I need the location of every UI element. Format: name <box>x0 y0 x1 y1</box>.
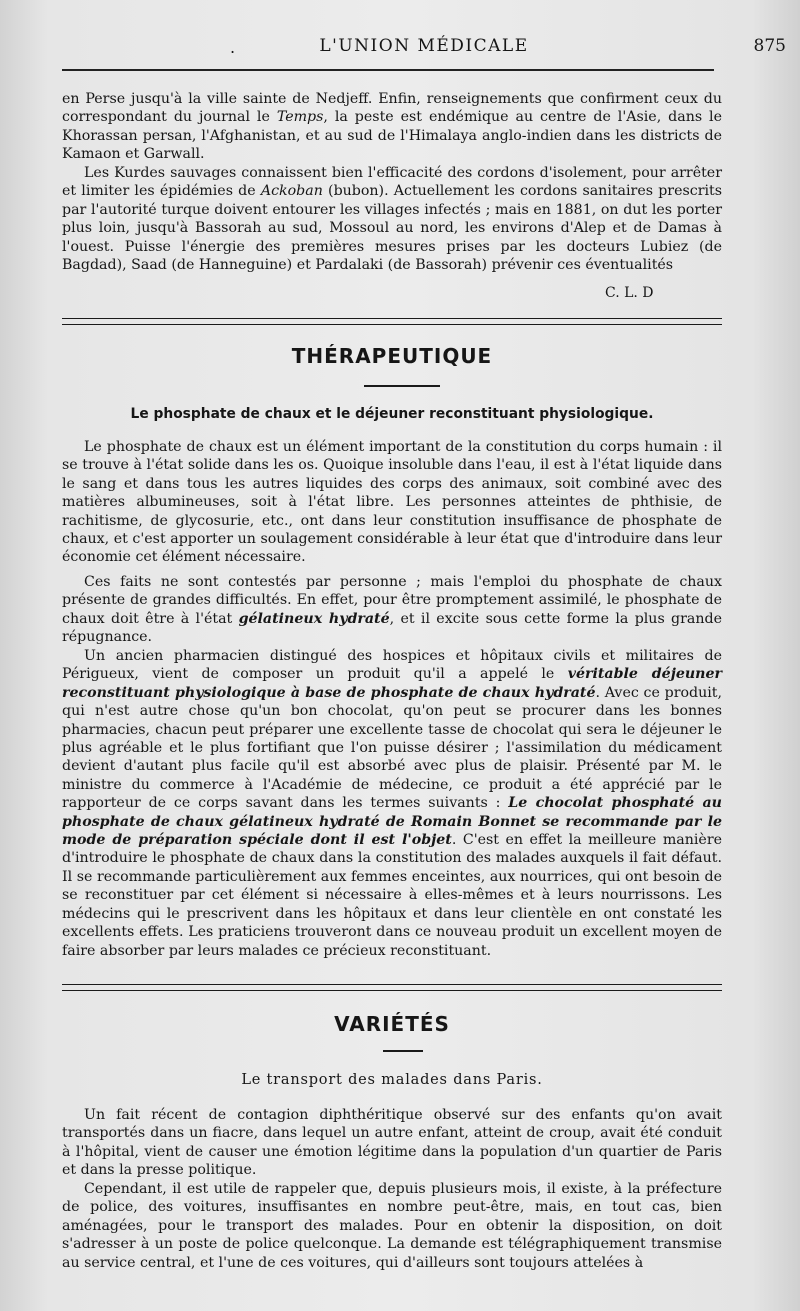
varietes-paragraph-1: Un fait récent de contagion diphthéritique observé sur des enfants qu'on avait transportés dans un fiacre, dans lequel un autre enfant, atteint de croup, avait été conduit à l'hôpital, vient de causer une émotion légitime dans la population d'un quartier de Paris et dans la presse politique. <box>62 1107 722 1179</box>
intro-p1-rest: , la peste est endémique au centre de l'Asie, dans le Khorassan persan, l'Afghanistan, et au sud de l'Himalaya anglo-indien dans les districts de Kamaon et Garwall. <box>62 109 722 163</box>
heading-underline-1 <box>364 385 440 387</box>
intro-paragraph-1 <box>62 90 722 164</box>
intro-p2-italic: Ackoban <box>260 183 323 200</box>
page-number: 875 <box>753 36 786 56</box>
intro-paragraph-2 <box>62 164 722 274</box>
therapeutique-p2-a: Ces faits ne sont contestés par personne ; mais l'emploi du phosphate de chaux présente de grandes difficultés. En effet, pour être promptement assimilé, le phosphate de chaux doit être à l'état <box>62 574 722 627</box>
intro-p1-text: en Perse jusqu'à la ville sainte de Nedjeff. Enfin, renseignements que confirment ceux du correspondant du journal le <box>62 91 722 126</box>
therapeutique-p3-a: Un ancien pharmacien distingué des hospices et hôpitaux civils et militaires de Périgueux, vient de composer un produit qu'il a appelé le <box>62 648 722 683</box>
header-rule <box>62 69 714 71</box>
header-dot: . <box>230 38 236 57</box>
therapeutique-p2-italic: gélatineux hydraté <box>238 610 390 627</box>
section-separator-2 <box>62 984 722 991</box>
intro-p2-rest: (bubon). Actuellement les cordons sanitaires prescrits par l'autorité turque doivent entourer les villages infectés ; mais en 1881, on dut les porter plus loin, jusqu'à Bassorah au sud, Mossoul au nord, les environs d'Alep et de Damas à l'ouest. Puisse l'énergie des premières mesures prises par les docteurs Lubiez (de Bagdad), Saad (de Hanneguine) et Pardalaki (de Bassorah) prévenir ces éventualités <box>62 183 722 274</box>
section-separator-1 <box>62 318 722 325</box>
signature: C. L. D <box>605 285 654 301</box>
varietes-paragraph-2: Cependant, il est utile de rappeler que, depuis plusieurs mois, il existe, à la préfecture de police, des voitures, insuffisantes en nombre peut-être, mais, en tout cas, bien aménagées, pour le transport des malades. Pour en obtenir la disposition, on doit s'adresser à un poste de police quelconque. La demande est télégraphiquement transmise au service central, et l'une de ces voitures, qui d'ailleurs sont toujours attelées à <box>62 1181 722 1271</box>
therapeutique-p3-italic-2: Le chocolat phosphaté au phosphate de chaux gélatineux hydraté de Romain Bonnet se recommande par le mode de préparation spéciale dont il est l'objet <box>62 795 722 849</box>
running-header <box>62 34 786 62</box>
section-heading-varietes: VARIÉTÉS <box>334 1012 450 1036</box>
heading-underline-2 <box>383 1050 423 1052</box>
therapeutique-paragraph-3 <box>62 647 722 960</box>
therapeutique-p3-b: . Avec ce produit, qui n'est autre chose qu'un bon chocolat, qu'on peut se procurer dans les bonnes pharmacies, chacun peut préparer une excellente tasse de chocolat qui sera le déjeuner le plus agréable et le plus fortifiant que l'on puisse désirer ; l'assimilation du médicament devient d'autant plus facile qu'il est absorbé avec plus de plaisir. Présenté par M. le ministre du commerce à l'Académie de médecine, ce produit a été apprécié par le rapporteur de ce corps savant dans les termes suivants : <box>62 684 722 812</box>
therapeutique-p3-italic-1: véritable déjeuner reconstituant physiologique à base de phosphate de chaux hydraté <box>62 666 722 701</box>
article-subtitle-phosphate: Le phosphate de chaux et le déjeuner reconstituant physiologique. <box>130 406 654 422</box>
intro-p2-text: Les Kurdes sauvages connaissent bien l'efficacité des cordons d'isolement, pour arrêter et limiter les épidémies de <box>62 165 722 200</box>
therapeutique-paragraph-1: Le phosphate de chaux est un élément important de la constitution du corps humain : il se trouve à l'état solide dans les os. Quoique insoluble dans l'eau, il est à l'état liquide dans le sang et dans tous les autres liquides des corps des animaux, soit combiné avec des matières albumineuses, soit à l'état libre. Les personnes atteintes de phthisie, de rachitisme, de glycosurie, etc., ont dans leur constitution insuffisance de phosphate de chaux, et c'est apporter un soulagement considérable à leur état que d'introduire dans leur économie cet élément nécessaire. <box>62 439 722 566</box>
therapeutique-p3-c: . C'est en effet la meilleure manière d'introduire le phosphate de chaux dans la constitution des malades auxquels il fait défaut. Il se recommande particulièrement aux femmes enceintes, aux nourrices, qui ont besoin de se reconstituer par cet élément si nécessaire à elles-mêmes et à leurs nourrissons. Les médecins qui le prescrivent dans les hôpitaux et dans leur clientèle en ont constaté les excellents effets. Les praticiens trouveront dans ce nouveau produit un excellent moyen de faire absorber par leurs malades ce précieux reconstituant. <box>62 832 722 959</box>
intro-p1-italic: Temps <box>276 109 324 126</box>
article-subtitle-transport: Le transport des malades dans Paris. <box>241 1072 543 1088</box>
therapeutique-paragraph-2 <box>62 573 722 647</box>
therapeutique-p2-b: , et il excite sous cette forme la plus grande répugnance. <box>62 610 722 646</box>
journal-title: L'UNION MÉDICALE <box>319 36 529 56</box>
section-heading-therapeutique: THÉRAPEUTIQUE <box>291 344 493 368</box>
